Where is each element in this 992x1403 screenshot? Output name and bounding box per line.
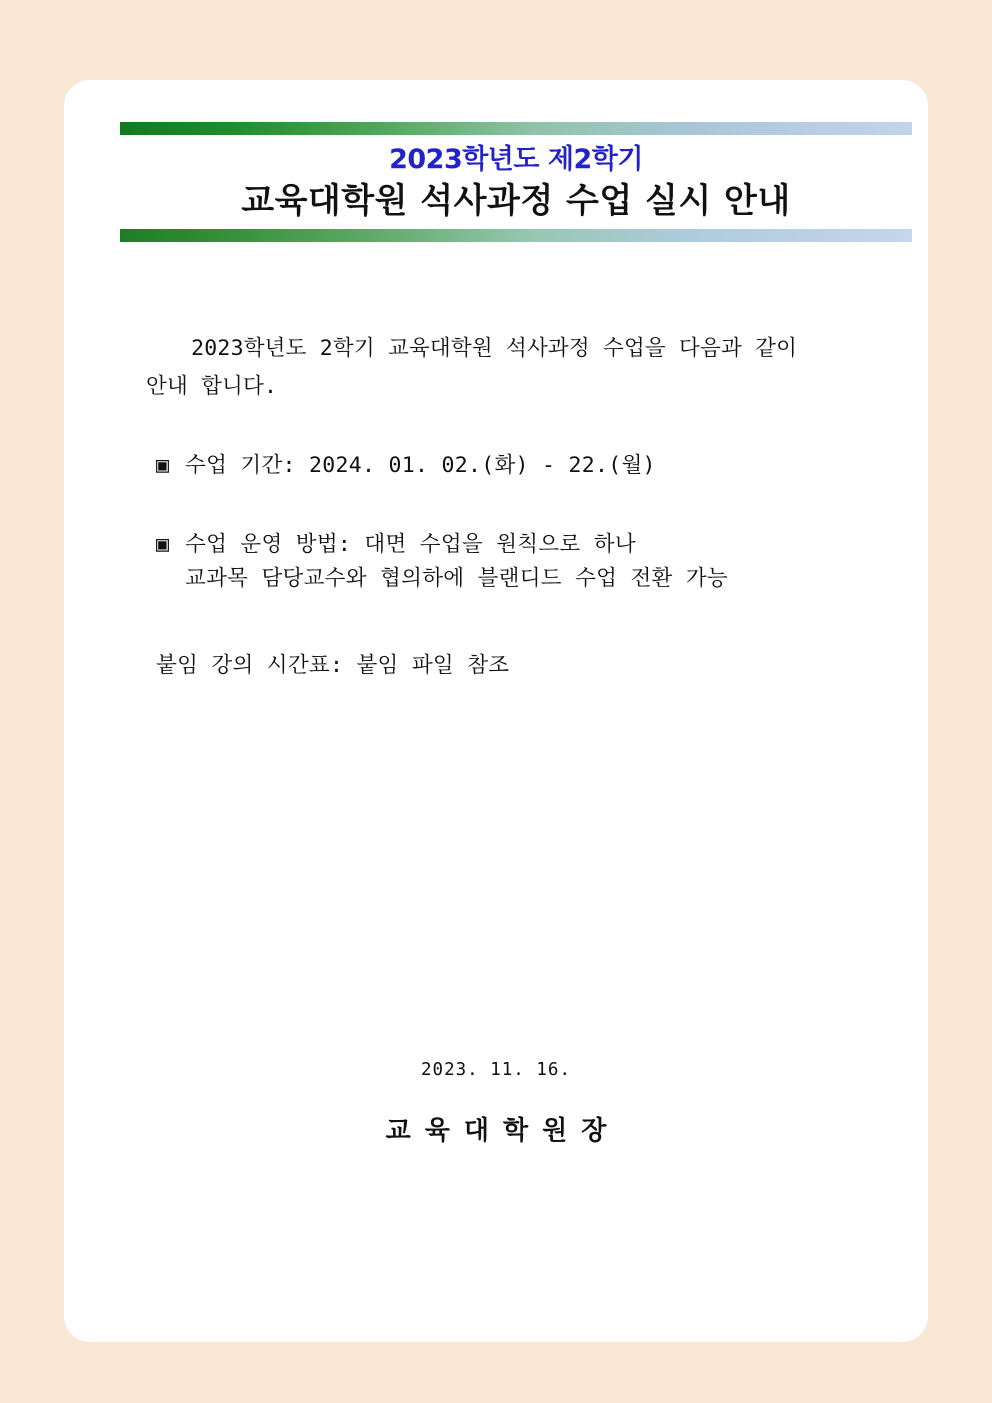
document-page xyxy=(64,80,928,1342)
clause-class-method xyxy=(86,528,906,597)
header-bottom-rule xyxy=(120,229,912,242)
clause-class-method-text: 수업 운영 방법: 대면 수업을 원칙으로 하나 xyxy=(185,531,636,557)
header-top-rule xyxy=(120,122,912,135)
signature-block xyxy=(64,1060,928,1147)
intro-paragraph xyxy=(86,330,906,405)
issue-date: 2023. 11. 16. xyxy=(421,1060,571,1080)
document-subtitle: 2023학년도 제2학기 xyxy=(389,144,643,175)
title-area xyxy=(120,135,912,229)
clause-class-period xyxy=(86,449,906,483)
clause-class-period-text: 수업 기간: 2024. 01. 02.(화) - 22.(월) xyxy=(185,453,656,479)
clause-class-method-subtext: 교과목 담당교수와 협의하에 블랜디드 수업 전환 가능 xyxy=(185,566,729,592)
document-body xyxy=(86,330,906,679)
square-bullet-icon: ▣ xyxy=(156,531,170,557)
intro-line-1: 2023학년도 2학기 교육대학원 석사과정 수업을 다음과 같이 xyxy=(191,336,798,361)
page-title: 교육대학원 석사과정 수업 실시 안내 xyxy=(241,180,791,221)
intro-line-2: 안내 합니다. xyxy=(146,373,278,399)
issuer-name: 교육대학원장 xyxy=(385,1116,621,1146)
document-header xyxy=(120,122,912,242)
attachment-note: 붙임 강의 시간표: 붙임 파일 참조 xyxy=(156,653,510,679)
square-bullet-icon: ▣ xyxy=(156,453,170,479)
